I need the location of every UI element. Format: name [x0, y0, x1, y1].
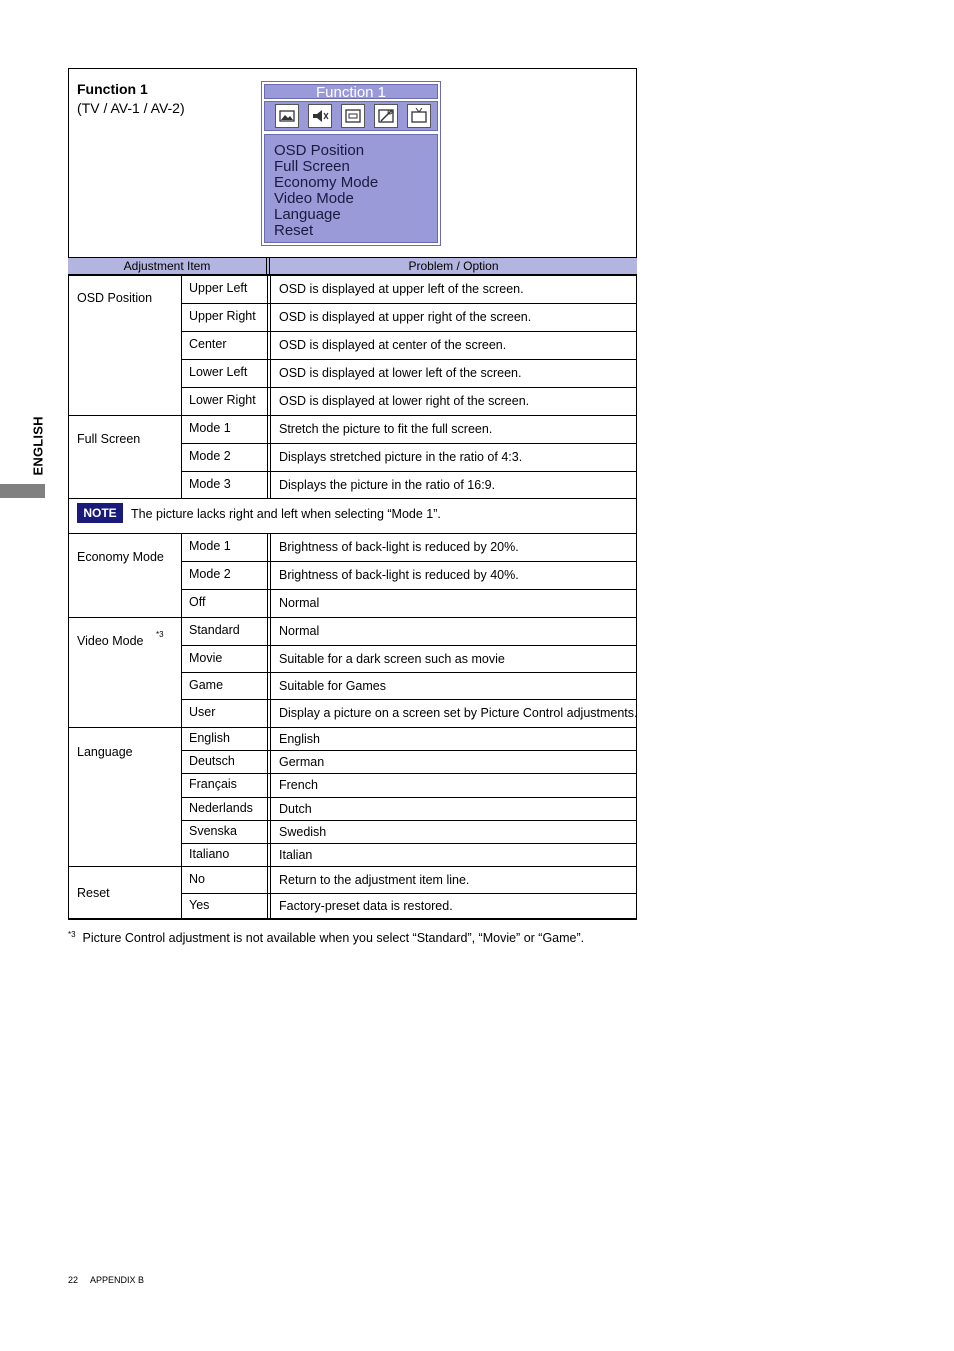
- option-description: OSD is displayed at center of the screen.: [279, 338, 507, 352]
- option-name: Yes: [189, 898, 210, 912]
- osd-menu-item: Full Screen: [274, 158, 350, 175]
- option-description: Display a picture on a screen set by Picture Control adjustments.: [279, 706, 638, 720]
- option-description: OSD is displayed at upper left of the screen.: [279, 282, 524, 296]
- option-name: Mode 2: [189, 567, 231, 581]
- footnote-text: Picture Control adjustment is not available when you select “Standard”, “Movie” or “Game”.: [82, 931, 585, 946]
- footnote-mark: *3: [68, 930, 76, 939]
- option-description: Dutch: [279, 802, 312, 816]
- group-name: Video Mode: [77, 634, 144, 648]
- speaker-icon: [308, 104, 332, 128]
- osd-icon-bar: [264, 101, 438, 131]
- function-icon: [341, 104, 365, 128]
- option-name: Mode 1: [189, 421, 231, 435]
- option-name: Lower Right: [189, 393, 256, 407]
- option-name: Français: [189, 777, 237, 791]
- option-description: Brightness of back-light is reduced by 40%.: [279, 568, 519, 582]
- picture-icon: [275, 104, 299, 128]
- option-description: German: [279, 755, 325, 769]
- option-name: Center: [189, 337, 227, 351]
- note-text: The picture lacks right and left when selecting “Mode 1”.: [131, 507, 441, 521]
- osd-title: Function 1: [264, 84, 438, 99]
- option-name: Mode 3: [189, 477, 231, 491]
- osd-menu-item: Language: [274, 206, 341, 223]
- option-description: OSD is displayed at lower right of the screen.: [279, 394, 530, 408]
- option-name: Upper Right: [189, 309, 256, 323]
- option-description: Normal: [279, 624, 320, 638]
- option-description: French: [279, 778, 318, 792]
- group-name: OSD Position: [77, 291, 153, 305]
- option-name: Italiano: [189, 847, 230, 861]
- option-description: Normal: [279, 596, 320, 610]
- option-description: Return to the adjustment item line.: [279, 873, 470, 887]
- page-footer: 22 APPENDIX B: [68, 1275, 145, 1285]
- option-name: English: [189, 731, 230, 745]
- note-badge: NOTE: [77, 503, 123, 523]
- option-name: Mode 2: [189, 449, 231, 463]
- function-subtitle: (TV / AV-1 / AV-2): [77, 100, 185, 116]
- option-name: Game: [189, 678, 224, 692]
- footnote: [68, 930, 584, 945]
- group-name: Language: [77, 745, 133, 759]
- option-description: Suitable for Games: [279, 679, 386, 693]
- option-name: Standard: [189, 623, 240, 637]
- option-name: Deutsch: [189, 754, 235, 768]
- option-description: English: [279, 732, 320, 746]
- osd-menu-item: OSD Position: [274, 142, 365, 159]
- osd-menu-item: Reset: [274, 222, 314, 239]
- column-header-item: Adjustment Item: [123, 259, 211, 273]
- side-tab-bar: [0, 484, 45, 498]
- option-description: Stretch the picture to fit the full screen.: [279, 422, 493, 436]
- option-name: Lower Left: [189, 365, 248, 379]
- osd-menu-item: Economy Mode: [274, 174, 379, 191]
- option-description: Brightness of back-light is reduced by 20%.: [279, 540, 519, 554]
- option-name: No: [189, 872, 205, 886]
- osd-menu-list: [264, 134, 438, 243]
- osd-menu-screenshot: [261, 81, 441, 246]
- option-name: Off: [189, 595, 206, 609]
- group-footnote-mark: *3: [156, 630, 164, 639]
- group-name: Economy Mode: [77, 550, 164, 564]
- option-description: Suitable for a dark screen such as movie: [279, 652, 505, 666]
- option-description: Italian: [279, 848, 313, 862]
- function-title: Function 1: [77, 81, 148, 97]
- table-header-row: [68, 257, 637, 275]
- option-description: OSD is displayed at upper right of the screen.: [279, 310, 532, 324]
- tv-icon: [407, 104, 431, 128]
- option-name: User: [189, 705, 216, 719]
- column-header-option: Problem / Option: [408, 259, 499, 273]
- option-name: Svenska: [189, 824, 237, 838]
- settings-icon: [374, 104, 398, 128]
- language-side-label: ENGLISH: [30, 416, 46, 476]
- option-name: Mode 1: [189, 539, 231, 553]
- option-name: Upper Left: [189, 281, 248, 295]
- option-description: OSD is displayed at lower left of the screen.: [279, 366, 522, 380]
- option-description: Displays stretched picture in the ratio of 4:3.: [279, 450, 523, 464]
- group-name: Reset: [77, 886, 110, 900]
- option-description: Swedish: [279, 825, 327, 839]
- option-name: Nederlands: [189, 801, 253, 815]
- osd-menu-item: Video Mode: [274, 190, 354, 207]
- option-description: Factory-preset data is restored.: [279, 899, 453, 913]
- group-name: Full Screen: [77, 432, 141, 446]
- option-description: Displays the picture in the ratio of 16:9.: [279, 478, 496, 492]
- option-name: Movie: [189, 651, 223, 665]
